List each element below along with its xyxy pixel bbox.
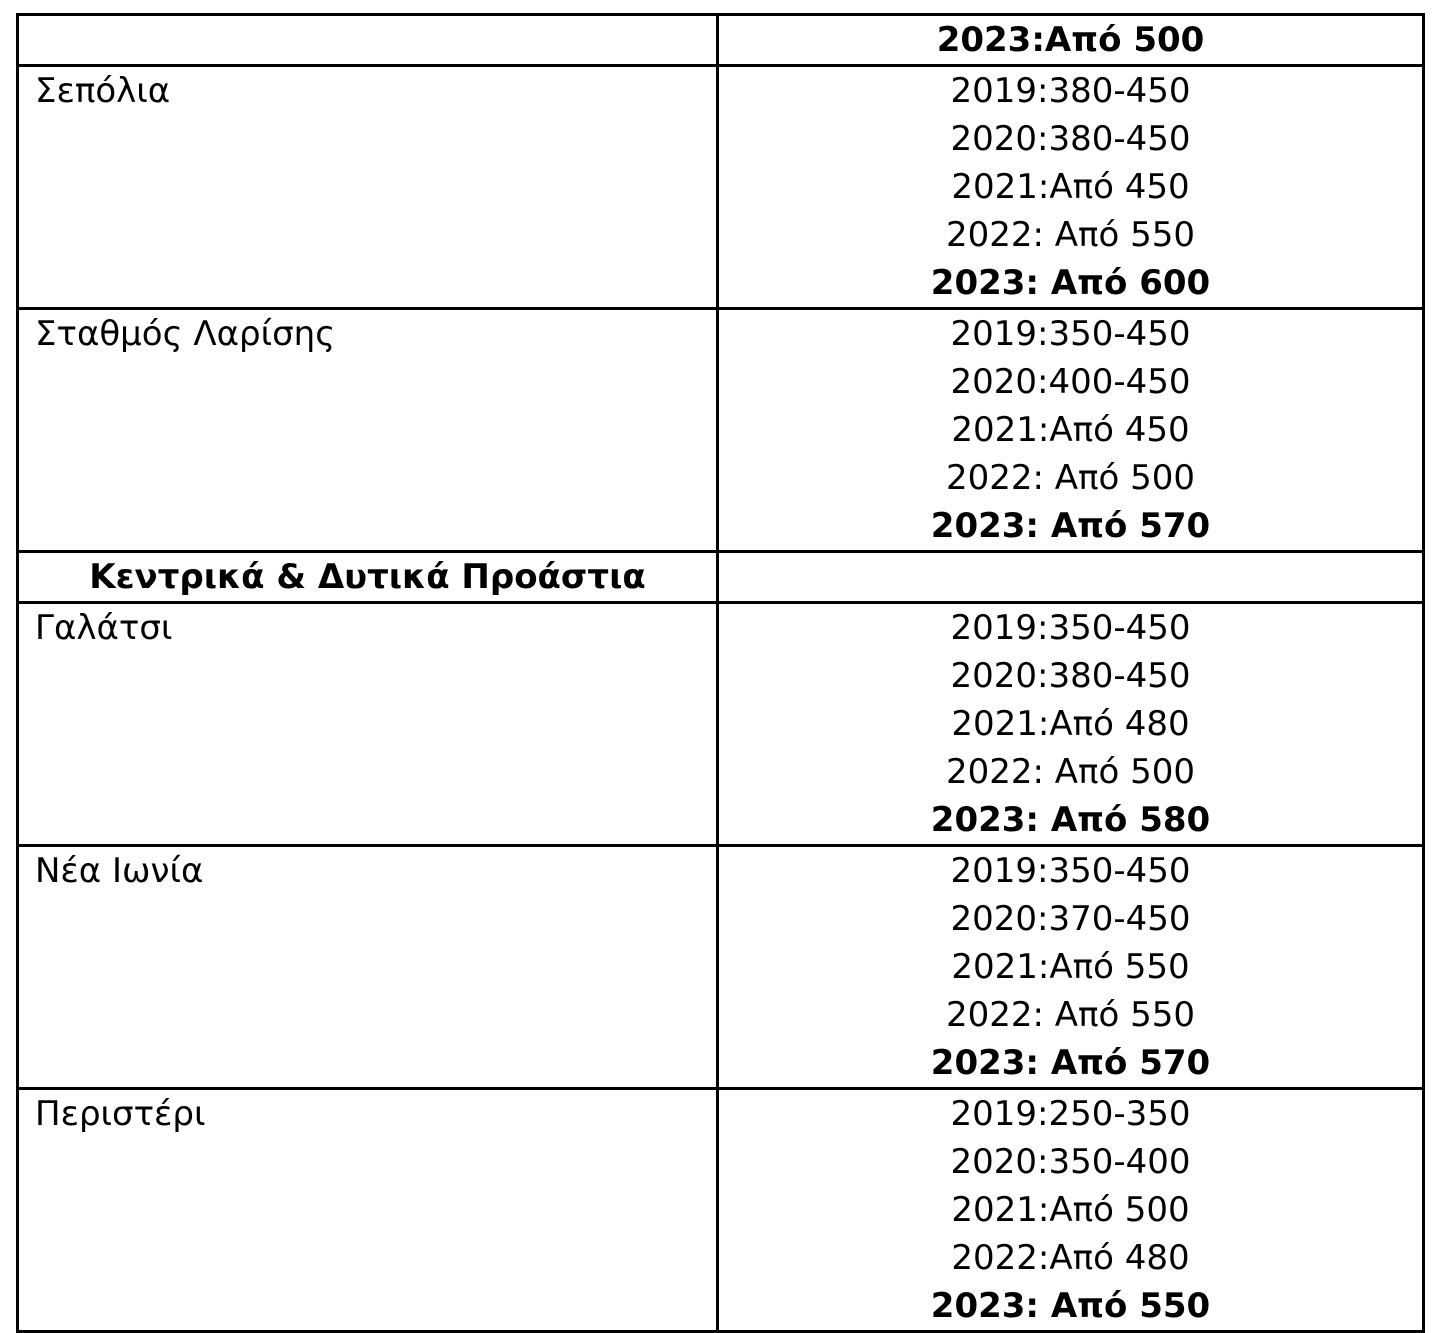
price-line: 2019:350-450 [950, 608, 1191, 648]
area-name: Σταθμός Λαρίσης [18, 309, 718, 552]
price-line-current: 2023: Από 600 [930, 263, 1211, 303]
price-line: 2022: Από 500 [945, 752, 1196, 792]
price-line-current: 2023: Από 570 [930, 506, 1211, 546]
price-cell [718, 15, 1424, 66]
price-line: 2020:400-450 [950, 362, 1191, 402]
price-cell-empty [718, 552, 1424, 603]
price-line: 2020:380-450 [950, 119, 1191, 159]
price-line: 2022: Από 500 [945, 458, 1196, 498]
price-cell [718, 309, 1424, 552]
price-line: 2021:Από 500 [951, 1190, 1190, 1230]
price-line: 2021:Από 450 [951, 167, 1190, 207]
table-row [18, 66, 1424, 309]
price-line: 2021:Από 550 [951, 947, 1190, 987]
price-line-current: 2023:Από 500 [936, 20, 1205, 60]
price-cell [718, 66, 1424, 309]
price-line: 2019:350-450 [950, 851, 1191, 891]
price-line-current: 2023: Από 550 [930, 1286, 1211, 1326]
area-name: Γαλάτσι [18, 603, 718, 846]
price-line: 2022:Από 480 [951, 1238, 1190, 1278]
section-heading: Κεντρικά & Δυτικά Προάστια [18, 552, 718, 603]
table-row [18, 846, 1424, 1089]
price-line: 2019:380-450 [950, 71, 1191, 111]
area-name: Σεπόλια [18, 66, 718, 309]
price-cell [718, 846, 1424, 1089]
area-name [18, 15, 718, 66]
table-row [18, 1089, 1424, 1332]
price-line: 2019:250-350 [950, 1094, 1191, 1134]
price-line-current: 2023: Από 570 [930, 1043, 1211, 1083]
area-name: Περιστέρι [18, 1089, 718, 1332]
price-line: 2020:370-450 [950, 899, 1191, 939]
price-line: 2021:Από 450 [951, 410, 1190, 450]
price-line-current: 2023: Από 580 [930, 800, 1211, 840]
table-row [18, 309, 1424, 552]
section-row [18, 552, 1424, 603]
table-row [18, 603, 1424, 846]
price-line: 2020:380-450 [950, 656, 1191, 696]
price-line: 2022: Από 550 [945, 995, 1196, 1035]
price-cell [718, 1089, 1424, 1332]
price-line: 2020:350-400 [950, 1142, 1191, 1182]
table-row [18, 15, 1424, 66]
price-line: 2019:350-450 [950, 314, 1191, 354]
area-name: Νέα Ιωνία [18, 846, 718, 1089]
price-line: 2022: Από 550 [945, 215, 1196, 255]
rent-price-table [16, 13, 1425, 1333]
price-line: 2021:Από 480 [951, 704, 1190, 744]
table-body [18, 15, 1424, 1332]
price-cell [718, 603, 1424, 846]
